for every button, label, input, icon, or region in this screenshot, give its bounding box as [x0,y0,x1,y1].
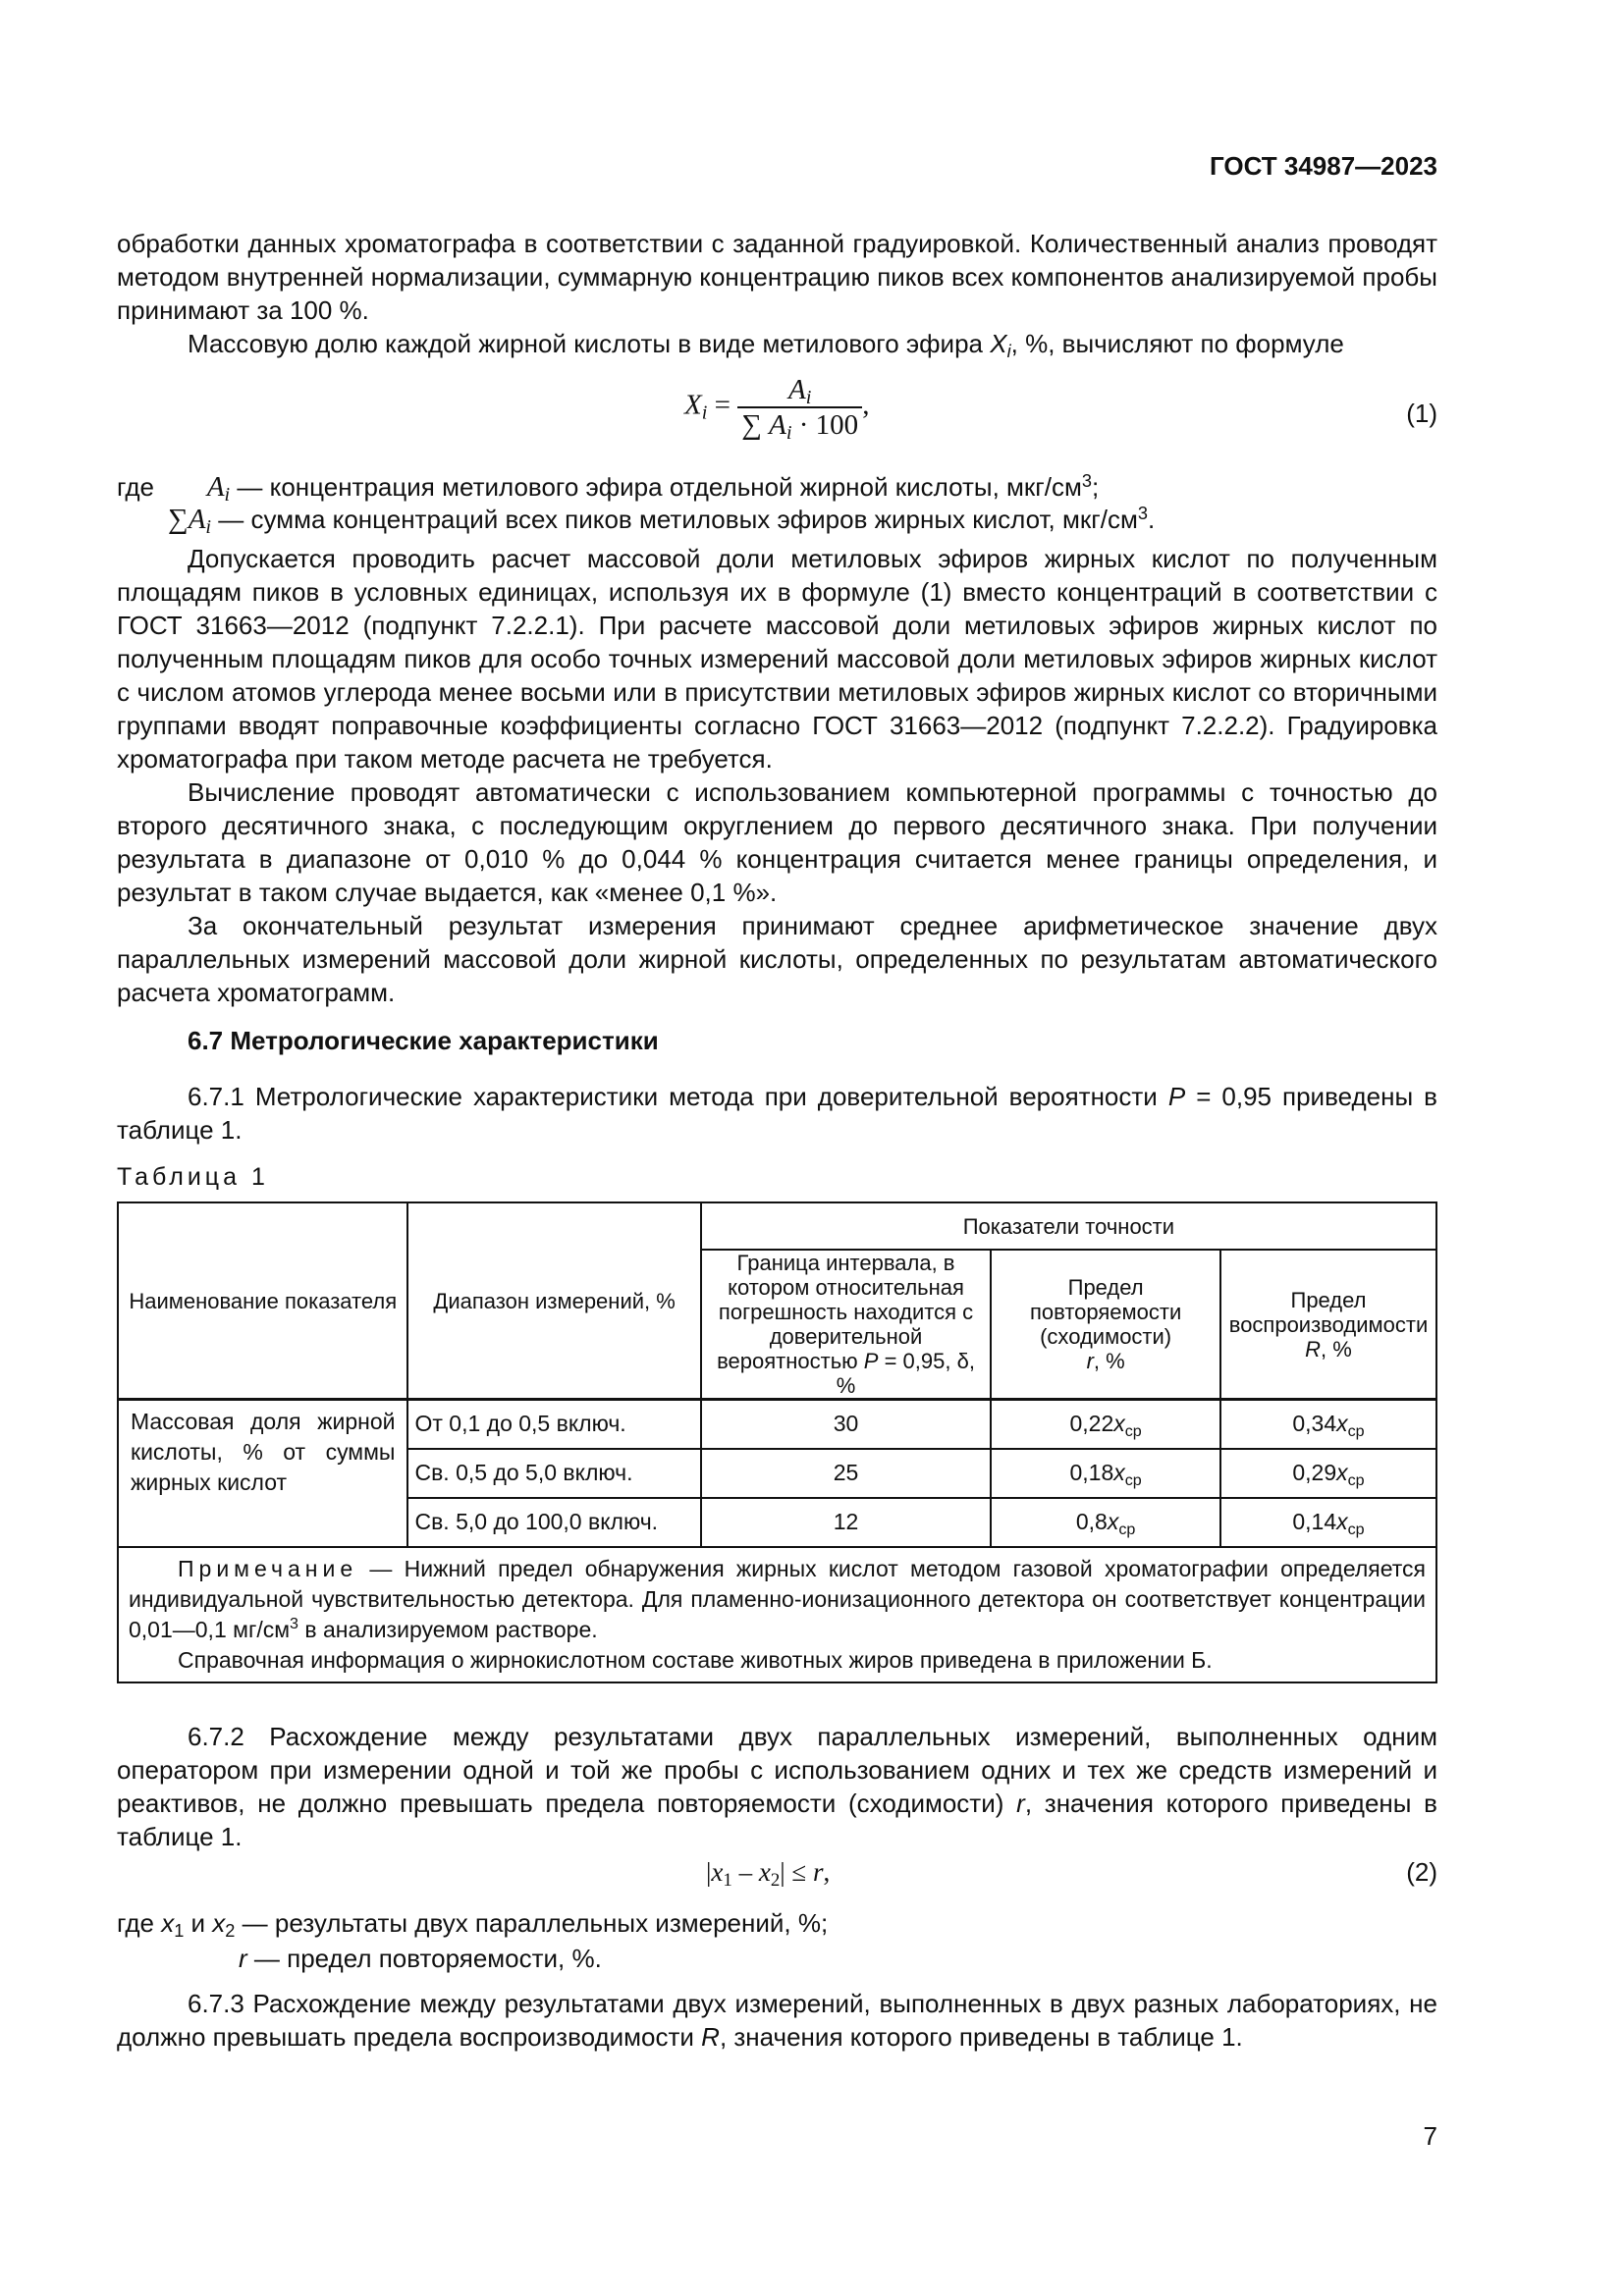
table-caption: Таблица 1 [117,1163,269,1191]
paragraph-peak-areas: Допускается проводить расчет массовой доли метиловых эфиров жирных кислот по полученным площадям пиков в условных единицах, используя их в формуле (1) вместо концентраций в соответствии с ГОСТ 31663—2012 (подпункт 7.2.2.1). При расчете массовой доли метиловых эфиров жирных кислот по полученным площадям пиков для особо точных измерений массовой доли метиловых эфиров жирных кислот с числом атомов углерода менее восьми или в присутствии метиловых эфиров жирных кислот со вторичными группами вводят поправочные коэффициенты согласно ГОСТ 31663—2012 (подпункт 7.2.2.2). Градуировка хроматографа при таком методе расчета не требуется. [117,544,1437,774]
where-definition-2: $\sum A_i$ — сумма концентраций всех пиков метиловых эфиров жирных кислот, мкг/$см^3$. [168,504,1156,538]
bound-cell: 12 [701,1498,991,1547]
reproducibility-cell: $0,29x_{ср}$ [1220,1449,1436,1498]
paragraph-final-result: За окончательный результат измерения принимают среднее арифметическое значение двух параллельных измерений массовой доли жирной кислоты, определенных по результатам автоматического расчета хроматограмм. [117,911,1437,1007]
note-text: Примечание — Нижний предел обнаружения жирных кислот методом газовой хроматографии определяется индивидуальной чувствительностью детектора. Для пламенно-ионизационного детектора он соответствует концентрации 0,01—0,1 $мг/см^3$ в анализируемом растворе. [129,1555,1426,1642]
table-row [118,1400,1436,1449]
section-heading: 6.7 Метрологические характеристики [188,1026,659,1055]
formula-1-number: (1) [1406,399,1437,428]
paragraph-calculation: Вычисление проводят автоматически с использованием компьютерной программы с точностью до второго десятичного знака, с последующим округлением до первого десятичного знака. При получении результата в диапазоне от 0,010 % до 0,044 % концентрация считается менее границы определения, и результат в таком случае выдается, как «менее 0,1 %». [117,777,1437,907]
header-accuracy-group: Показатели точности [701,1202,1436,1250]
metrology-table [117,1201,1437,1683]
repeatability-cell: $0,22x_{ср}$ [991,1400,1220,1449]
range-cell: Св. 5,0 до 100,0 включ. [407,1498,700,1547]
bound-cell: 30 [701,1400,991,1449]
formula-1-fraction [737,373,862,442]
document-page [117,0,1437,2296]
paragraph-6-7-2: 6.7.2 Расхождение между результатами двух параллельных измерений, выполненных одним оператором при измерении одной и той же пробы с использованием одних и тех же средств измерений и реактивов, не должно превышать предела повторяемости (сходимости) r, значения которого приведены в таблице 1. [117,1722,1437,1851]
repeatability-cell: $0,8x_{ср}$ [991,1498,1220,1547]
formula-2: $|x_1 - x_2| \le r$, [706,1857,831,1891]
paragraph-mass-fraction-intro: Массовую долю каждой жирной кислоты в виде метилового эфира $X_i$, %, вычисляют по формуле [188,329,1344,361]
standard-number: ГОСТ 34987—2023 [1210,151,1437,181]
range-cell: Св. 0,5 до 5,0 включ. [407,1449,700,1498]
page-number: 7 [1423,2121,1437,2151]
header-repeatability: Предел повторяемости (сходимости) r, % [991,1250,1220,1400]
formula-1-denominator: ∑ $A_i \cdot 100$ [741,409,859,444]
paragraph-6-7-1: 6.7.1 Метрологические характеристики метода при доверительной вероятности P = 0,95 приведены в таблице 1. [117,1082,1437,1145]
note-reference: Справочная информация о жирнокислотном составе животных жиров приведена в приложении Б. [178,1646,1213,1673]
table-note [118,1547,1436,1682]
range-cell: От 0,1 до 0,5 включ. [407,1400,700,1449]
header-range: Диапазон измерений, % [407,1202,700,1400]
formula-1: $X_i$ = $\frac{A_i}{\sum A_i \cdot 100}$ , [684,374,870,444]
where-definition-x: где $x_1$ и $x_2$ — результаты двух параллельных измерений, %; [117,1908,829,1941]
formula-1-numerator: $A_i$ [737,373,862,408]
header-bound: Граница интервала, в котором относительная погрешность находится с доверительной вероятностью P = 0,95, δ, % [701,1250,991,1400]
repeatability-cell: $0,18x_{ср}$ [991,1449,1220,1498]
formula-2-number: (2) [1406,1857,1437,1887]
paragraph-processing: обработки данных хроматографа в соответствии с заданной градуировкой. Количественный анализ проводят методом внутренней нормализации, суммарную концентрацию пиков всех компонентов анализируемой пробы принимают за 100 %. [117,229,1437,325]
table-note-row [118,1547,1436,1682]
where-definition-r: r — предел повторяемости, %. [239,1944,602,1973]
paragraph-6-7-3: 6.7.3 Расхождение между результатами двух измерений, выполненных в двух разных лабораториях, не должно превышать предела воспроизводимости R, значения которого приведены в таблице 1. [117,1989,1437,2052]
header-reproducibility: Предел воспроизводимости R, % [1220,1250,1436,1400]
where-definition-1: где $A_i$ — концентрация метилового эфира отдельной жирной кислоты, мкг/$см^3$; [117,471,1100,506]
reproducibility-cell: $0,14x_{ср}$ [1220,1498,1436,1547]
row-name-cell: Массовая доля жирной кислоты, % от суммы жирных кислот [118,1400,407,1547]
reproducibility-cell: $0,34x_{ср}$ [1220,1400,1436,1449]
header-name: Наименование показателя [118,1202,407,1400]
bound-cell: 25 [701,1449,991,1498]
